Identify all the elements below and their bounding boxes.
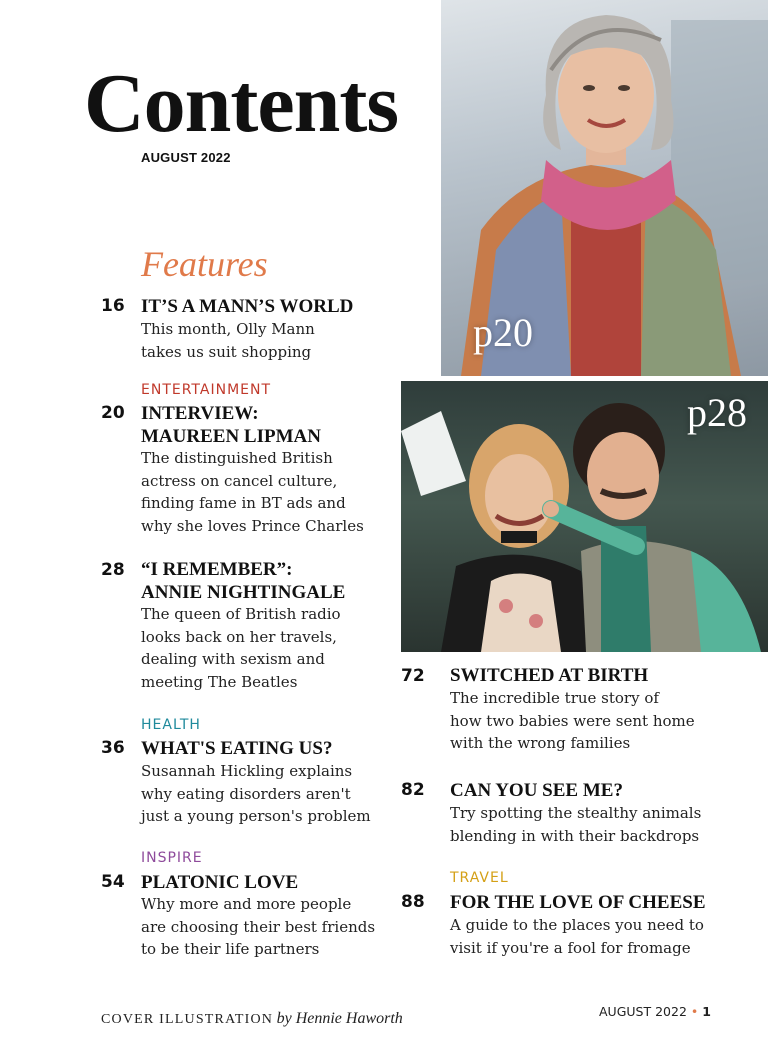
credit-by: by Hennie Haworth [276, 1010, 403, 1027]
entry-headline[interactable]: FOR THE LOVE OF CHEESE [450, 892, 706, 913]
page-ref-label: p20 [473, 310, 533, 355]
credit-label: COVER ILLUSTRATION [101, 1012, 274, 1027]
entry-headline[interactable]: WHAT'S EATING US? [141, 738, 333, 759]
entry-headline[interactable]: CAN YOU SEE ME? [450, 780, 623, 801]
footer-issue: AUGUST 2022 [599, 1004, 687, 1019]
bullet-dot-icon: • [690, 1004, 699, 1019]
entry-category: ENTERTAINMENT [141, 382, 272, 398]
entry-page-number: 72 [401, 666, 425, 686]
entry-description: This month, Olly Mann takes us suit shopping [141, 320, 315, 361]
entry-headline[interactable]: “I REMEMBER”: ANNIE NIGHTINGALE [141, 559, 346, 603]
entry-description: Susannah Hickling explains why eating disorders aren't just a young person's problem [141, 762, 371, 825]
entry-category: TRAVEL [450, 870, 509, 886]
entry-page-number: 82 [401, 780, 425, 800]
entry-description: Why more and more people are choosing their best friends to be their life partners [141, 895, 376, 958]
page-footer [599, 1004, 711, 1019]
entry-page-number: 88 [401, 892, 425, 912]
portrait-photo[interactable] [441, 0, 768, 376]
entry-page-number: 28 [101, 560, 125, 580]
issue-date: AUGUST 2022 [141, 150, 231, 165]
entry-category: HEALTH [141, 717, 201, 733]
page-number: 1 [702, 1004, 711, 1019]
entry-headline[interactable]: PLATONIC LOVE [141, 872, 299, 893]
entry-category: INSPIRE [141, 850, 203, 866]
entry-headline[interactable]: INTERVIEW: MAUREEN LIPMAN [141, 403, 321, 447]
cover-credit [101, 1010, 403, 1028]
entry-description: A guide to the places you need to visit if you're a fool for fromage [450, 916, 704, 957]
beatles-photo[interactable] [401, 381, 768, 652]
entry-description: Try spotting the stealthy animals blending in with their backdrops [450, 804, 702, 845]
entry-page-number: 54 [101, 872, 125, 892]
entry-headline[interactable]: IT’S A MANN’S WORLD [141, 296, 354, 317]
features-heading: Features [141, 244, 268, 284]
entry-page-number: 36 [101, 738, 125, 758]
page-ref-label: p28 [687, 390, 747, 435]
page-title: Contents [84, 57, 399, 150]
entry-page-number: 20 [101, 403, 125, 423]
entry-headline[interactable]: SWITCHED AT BIRTH [450, 665, 649, 686]
entry-description: The distinguished British actress on cancel culture, finding fame in BT ads and why she loves Prince Charles [141, 449, 364, 535]
entry-description: The queen of British radio looks back on her travels, dealing with sexism and meeting The Beatles [141, 605, 341, 691]
entry-description: The incredible true story of how two babies were sent home with the wrong families [450, 689, 695, 752]
entry-page-number: 16 [101, 296, 125, 316]
